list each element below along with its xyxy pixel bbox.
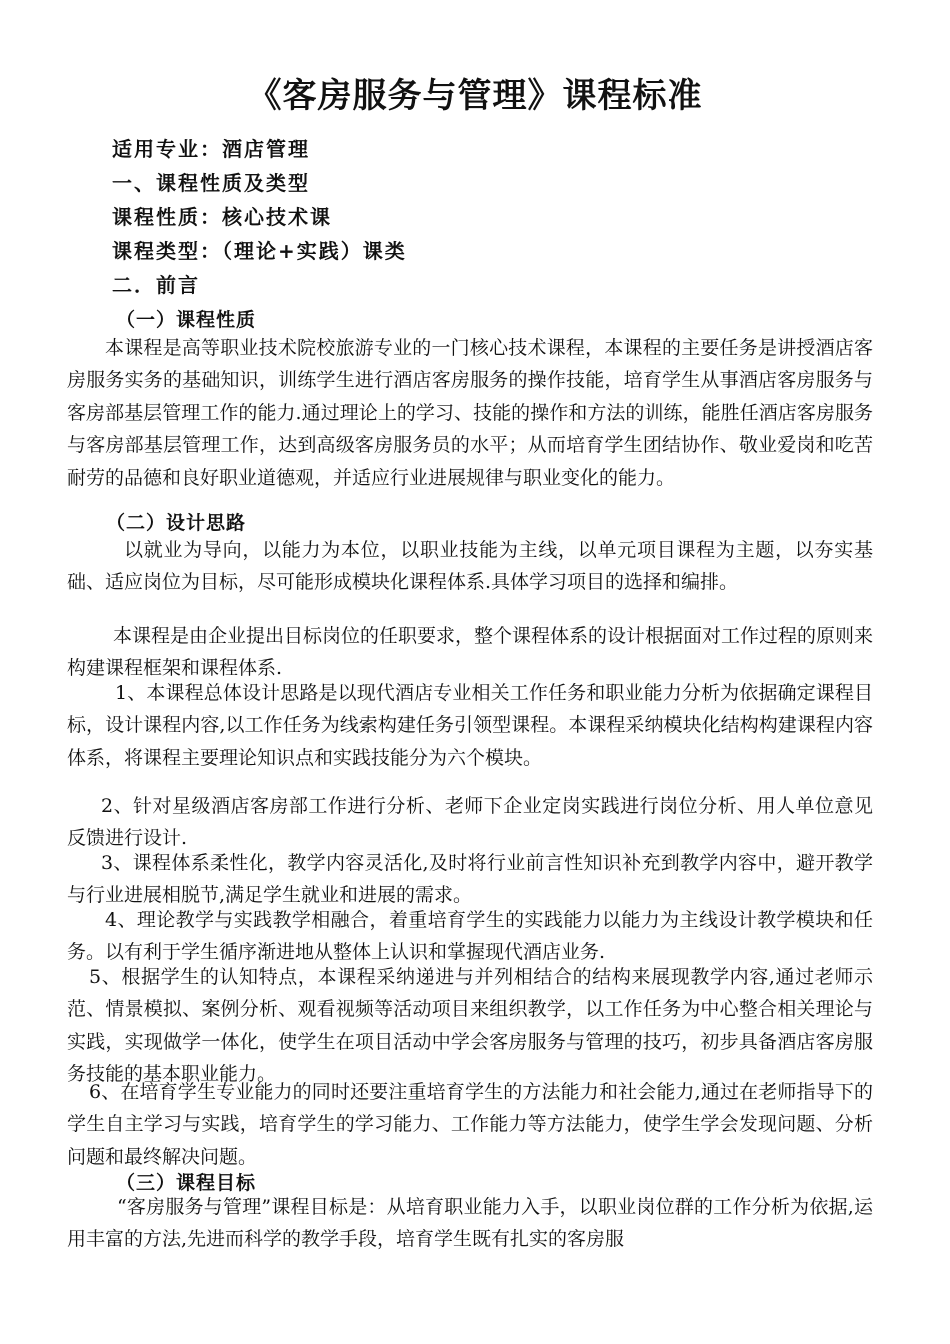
section-heading-2: 二．前言	[112, 273, 200, 297]
subsection-heading-2: （二）设计思路	[106, 512, 247, 534]
paragraph: 2、针对星级酒店客房部工作进行分析、老师下企业定岗实践进行岗位分析、用人单位意见反馈进行设计.	[67, 795, 873, 850]
paragraph: 以就业为导向，以能力为本位，以职业技能为主线，以单元项目课程为主题，以夯实基础、适应岗位为目标，尽可能形成模块化课程体系.具体学习项目的选择和编排。	[67, 539, 873, 594]
course-nature-line: 课程性质：核心技术课	[112, 205, 332, 229]
course-type-line: 课程类型：（理论+实践）课类	[112, 239, 407, 263]
paragraph: 本课程是高等职业技术院校旅游专业的一门核心技术课程，本课程的主要任务是讲授酒店客房服务实务的基础知识，训练学生进行酒店客房服务的操作技能，培育学生从事酒店客房服务与客房部基层管理工作的能力.通过理论上的学习、技能的操作和方法的训练，能胜任酒店客房服务与客房部基层管理工作，达到高级客房服务员的水平；从而培育学生团结协作、敬业爱岗和吃苦耐劳的品德和良好职业道德观，并适应行业进展规律与职业变化的能力。	[67, 337, 873, 489]
applicable-major: 适用专业：酒店管理	[112, 137, 310, 161]
section-heading-1: 一、课程性质及类型	[112, 171, 310, 195]
paragraph: 1、本课程总体设计思路是以现代酒店专业相关工作任务和职业能力分析为依据确定课程目标，设计课程内容,以工作任务为线索构建任务引领型课程。本课程采纳模块化结构构建课程内容体系，将课程主要理论知识点和实践技能分为六个模块。	[67, 682, 873, 769]
paragraph: 4、理论教学与实践教学相融合，着重培育学生的实践能力以能力为主线设计教学模块和任务。以有利于学生循序渐进地从整体上认识和掌握现代酒店业务.	[67, 909, 873, 964]
paragraph: 3、课程体系柔性化，教学内容灵活化,及时将行业前言性知识补充到教学内容中，避开教学与行业进展相脱节,满足学生就业和进展的需求。	[67, 852, 873, 907]
paragraph: 5、根据学生的认知特点，本课程采纳递进与并列相结合的结构来展现教学内容,通过老师示范、情景模拟、案例分析、观看视频等活动项目来组织教学，以工作任务为中心整合相关理论与实践，实现做学一体化，使学生在项目活动中学会客房服务与管理的技巧，初步具备酒店客房服务技能的基本职业能力。	[67, 966, 873, 1086]
subsection-heading-1: （一）课程性质	[116, 309, 257, 331]
subsection-heading-3: （三）课程目标	[116, 1172, 257, 1194]
paragraph: 本课程是由企业提出目标岗位的任职要求，整个课程体系的设计根据面对工作过程的原则来构建课程框架和课程体系.	[67, 625, 874, 680]
paragraph: 6、在培育学生专业能力的同时还要注重培育学生的方法能力和社会能力,通过在老师指导下的学生自主学习与实践，培育学生的学习能力、工作能力等方法能力，使学生学会发现问题、分析问题和最终解决问题。	[67, 1081, 873, 1168]
paragraph: “客房服务与管理”课程目标是：从培育职业能力入手，以职业岗位群的工作分析为依据,运用丰富的方法,先进而科学的教学手段，培育学生既有扎实的客房服	[67, 1196, 873, 1251]
document-title: 《客房服务与管理》课程标准	[247, 76, 703, 116]
